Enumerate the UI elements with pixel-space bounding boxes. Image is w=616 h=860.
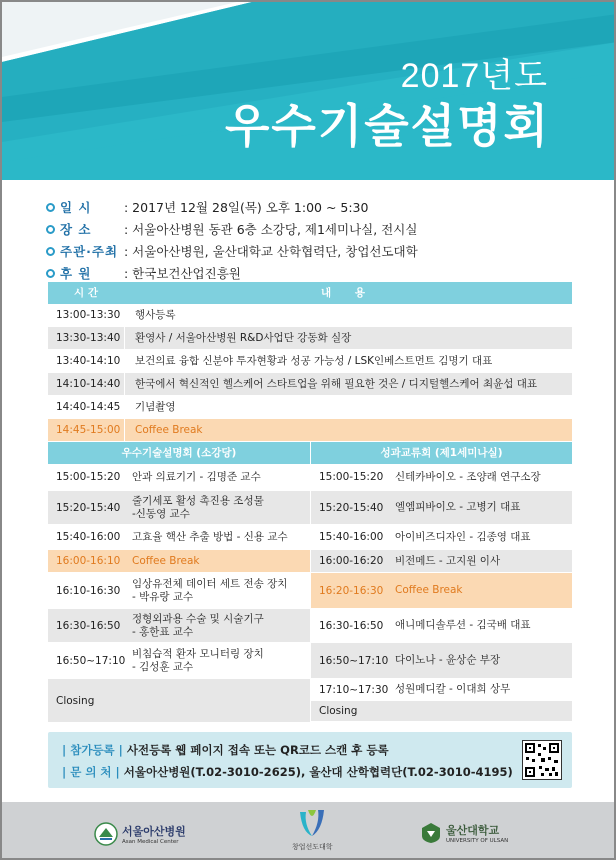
parallel-sessions xyxy=(48,442,572,722)
row-desc: 성원메디칼 - 이대희 상무 xyxy=(395,683,511,695)
info-key: 후 원 xyxy=(60,266,92,281)
registration-key: | 참가등록 | xyxy=(62,743,123,757)
info-row-place xyxy=(46,218,586,240)
row-time: Closing xyxy=(319,705,358,717)
row-time: 15:00-15:20 xyxy=(56,471,121,483)
row-time: 14:45-15:00 xyxy=(56,424,121,436)
row-desc: 행사등록 xyxy=(124,304,572,326)
coffee-break-row xyxy=(311,573,572,609)
qr-pattern xyxy=(523,741,561,779)
row-time: 13:30-13:40 xyxy=(56,332,121,344)
row-desc: 환영사 / 서울아산병원 R&D사업단 강동화 실장 xyxy=(124,327,572,349)
session-left xyxy=(48,442,310,722)
row-time: 13:00-13:30 xyxy=(56,309,121,321)
row-time: 15:40-16:00 xyxy=(319,531,384,543)
info-row-date xyxy=(46,196,586,218)
session-right-header: 성과교류회 (제1세미나실) xyxy=(311,442,572,464)
table-row xyxy=(311,464,572,491)
qr-code-icon[interactable] xyxy=(522,740,562,780)
logo-asan xyxy=(94,822,186,846)
logo-ulsan-sub: UNIVERSITY OF ULSAN xyxy=(446,838,509,844)
info-row-sponsor xyxy=(46,262,586,284)
info-row-host xyxy=(46,240,586,262)
table-row xyxy=(311,550,572,573)
table-row xyxy=(48,525,310,550)
info-key: 주관·주최 xyxy=(60,244,119,259)
event-info xyxy=(46,196,586,284)
table-row xyxy=(311,679,572,701)
row-time: 17:10~17:30 xyxy=(319,683,389,696)
row-desc: Coffee Break xyxy=(132,554,200,567)
registration-value: 사전등록 웹 페이지 접속 또는 QR코드 스캔 후 등록 xyxy=(122,743,389,757)
row-desc: Coffee Break xyxy=(124,419,572,441)
registration-line xyxy=(62,742,389,758)
row-time: 13:40-14:10 xyxy=(56,355,121,367)
logo-startup-text: 창업선도대학 xyxy=(292,843,333,851)
coffee-break-row xyxy=(48,550,310,573)
row-desc: 기념촬영 xyxy=(124,396,572,418)
row-desc: 보건의료 융합 신분야 투자현황과 성공 가능성 / LSK인베스트먼트 김명기 대표 xyxy=(124,350,572,372)
row-desc: 아이비즈디자인 - 김종영 대표 xyxy=(395,530,531,543)
contact-key: | 문 의 처 | xyxy=(62,765,120,779)
col-time-header: 시 간 xyxy=(74,287,98,299)
coffee-break-row xyxy=(48,419,572,442)
footer-logos xyxy=(2,802,616,860)
bullet-icon xyxy=(46,269,55,278)
row-desc: 한국에서 혁신적인 헬스케어 스타트업을 위해 필요한 것은 / 디지털헬스케어 최윤섭 대표 xyxy=(124,373,572,395)
row-time: 16:50~17:10 xyxy=(56,654,126,667)
registration-box xyxy=(48,732,572,788)
table-row xyxy=(48,491,310,525)
ulsan-emblem-icon xyxy=(420,822,442,844)
row-desc: 다이노나 - 윤상순 부장 xyxy=(395,654,501,666)
row-time: 16:00-16:20 xyxy=(319,555,384,567)
row-desc: 엘엠피바이오 - 고병기 대표 xyxy=(395,501,521,513)
logo-ulsan xyxy=(420,822,508,844)
table-row xyxy=(48,304,572,327)
info-value: : 한국보건산업진흥원 xyxy=(124,266,241,281)
row-time: 15:20-15:40 xyxy=(56,501,121,514)
row-time: 14:10-14:40 xyxy=(56,378,121,390)
row-desc: 정형외과용 수술 및 시술기구 - 홍한표 교수 xyxy=(132,612,264,638)
contact-line xyxy=(62,764,513,780)
col-content-header: 내 용 xyxy=(321,287,375,299)
row-time: 14:40-14:45 xyxy=(56,401,121,413)
table-row xyxy=(311,643,572,679)
info-key: 일 시 xyxy=(60,200,92,215)
row-time: 15:20-15:40 xyxy=(319,501,384,514)
row-desc: Coffee Break xyxy=(395,584,463,596)
logo-asan-sub: Asan Medical Center xyxy=(122,839,179,845)
row-time: 16:30-16:50 xyxy=(56,619,121,632)
asan-emblem-icon xyxy=(94,822,118,846)
table-row xyxy=(311,609,572,643)
table-row xyxy=(311,525,572,550)
row-time: 15:40-16:00 xyxy=(56,531,121,543)
title-main: 우수기술설명회 xyxy=(224,99,550,153)
table-row xyxy=(48,396,572,419)
title-year: 2017년도 xyxy=(400,57,548,95)
row-desc: 신테카바이오 - 조양래 연구소장 xyxy=(395,470,541,483)
row-time: 16:10-16:30 xyxy=(56,584,121,597)
info-value: : 서울아산병원, 울산대학교 산학협력단, 창업선도대학 xyxy=(124,244,418,259)
logo-startup xyxy=(292,808,333,852)
bullet-icon xyxy=(46,203,55,212)
table-row xyxy=(48,643,310,679)
row-time: 16:30-16:50 xyxy=(319,619,384,632)
contact-value: 서울아산병원(T.02-3010-2625), 울산대 산학협력단(T.02-3010-4195) xyxy=(119,765,513,779)
schedule-table xyxy=(48,282,572,722)
session-right xyxy=(310,442,572,722)
startup-emblem-icon xyxy=(294,808,330,840)
row-desc: 줄기세포 활성 촉진용 조성물 -신동영 교수 xyxy=(132,494,264,520)
info-key: 장 소 xyxy=(60,222,92,237)
closing-row xyxy=(48,679,310,722)
table-row xyxy=(311,491,572,525)
row-desc: 안과 의료기기 - 김명준 교수 xyxy=(132,470,261,483)
row-time: 16:20-16:30 xyxy=(319,584,384,597)
row-desc: 임상유전체 데이터 세트 전송 장치 - 박유랑 교수 xyxy=(132,577,288,603)
table-row xyxy=(48,573,310,609)
row-time: 16:50~17:10 xyxy=(319,654,389,667)
closing-row xyxy=(311,701,572,722)
row-time: 16:00-16:10 xyxy=(56,555,121,567)
row-desc: 비침습적 환자 모니터링 장치 - 김성훈 교수 xyxy=(132,647,264,673)
table-row xyxy=(48,373,572,396)
table-row xyxy=(48,327,572,350)
row-time: Closing xyxy=(56,694,95,707)
info-value: : 2017년 12월 28일(목) 오후 1:00 ~ 5:30 xyxy=(124,200,369,215)
bullet-icon xyxy=(46,225,55,234)
table-row xyxy=(48,350,572,373)
table-row xyxy=(48,609,310,643)
session-left-header: 우수기술설명회 (소강당) xyxy=(48,442,310,464)
logo-ulsan-text: 울산대학교 xyxy=(446,824,500,837)
logo-asan-text: 서울아산병원 xyxy=(122,825,186,838)
schedule-header xyxy=(48,282,572,304)
header-banner xyxy=(2,2,616,180)
info-value: : 서울아산병원 동관 6층 소강당, 제1세미나실, 전시실 xyxy=(124,222,418,237)
row-desc: 고효율 핵산 추출 방법 - 신용 교수 xyxy=(132,530,288,543)
table-row xyxy=(48,464,310,491)
row-desc: 비전메드 - 고지원 이사 xyxy=(395,554,501,567)
bullet-icon xyxy=(46,247,55,256)
row-desc: 애니메디솔루션 - 김국배 대표 xyxy=(395,619,531,631)
row-time: 15:00-15:20 xyxy=(319,471,384,483)
